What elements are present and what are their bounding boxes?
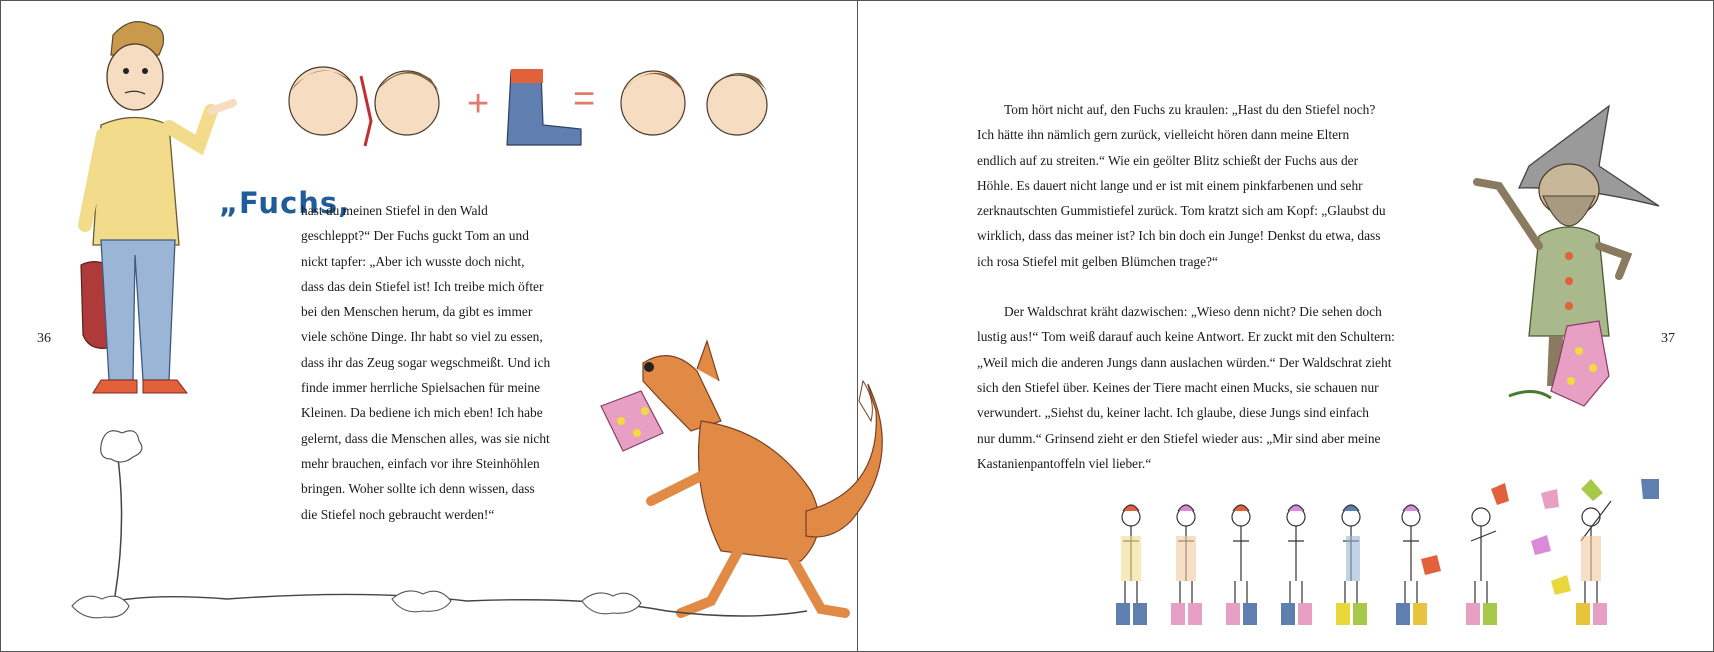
kids-with-boots-illustration [1111, 471, 1671, 636]
text-line: bringen. Woher sollte ich denn wissen, dass [301, 481, 535, 497]
text-line: mehr brauchen, einfach vor ihre Steinhöhlen [301, 455, 540, 471]
faces-equation-illustration [281, 51, 781, 151]
text-line: Kastanienpantoffeln viel lieber.“ [977, 455, 1152, 471]
text-line: endlich auf zu streiten.“ Wie ein geölter Blitz schießt der Fuchs aus der [977, 152, 1359, 168]
text-line: ich rosa Stiefel mit gelben Blümchen trage?“ [977, 253, 1218, 269]
flower-line-doodle [67, 421, 827, 636]
text-line: die Stiefel noch gebraucht werden!“ [301, 506, 495, 522]
text-line: hast du meinen Stiefel in den Wald [301, 203, 488, 218]
text-line: nur dumm.“ Grinsend zieht er den Stiefel wieder aus: „Mir sind aber meine [977, 430, 1381, 446]
text-line: wirklich, dass das meiner ist? Ich bin doch ein Junge! Denkst du etwa, dass [977, 228, 1381, 244]
text-line: verwundert. „Siehst du, keiner lacht. Ich glaube, diese Jungs sind einfach [977, 405, 1369, 421]
text-line: Ich hätte ihn nämlich gern zurück, vielleicht hören dann meine Eltern [977, 127, 1350, 143]
text-line: gelernt, dass die Menschen alles, was sie nicht [301, 430, 550, 446]
text-line: viele schöne Dinge. Ihr habt so viel zu essen, [301, 329, 543, 345]
text-line: zerknautschten Gummistiefel zurück. Tom kratzt sich am Kopf: „Glaubst du [977, 203, 1386, 219]
text-line: nickt tapfer: „Aber ich wusste doch nicht, [301, 253, 525, 269]
text-line: Höhle. Es dauert nicht lange und er ist mit einem pinkfarbenen und sehr [977, 177, 1363, 193]
paragraph-1 [977, 97, 1447, 274]
text-line: Der Waldschrat kräht dazwischen: „Wieso denn nicht? Die sehen doch [1004, 304, 1382, 320]
text-line: Kleinen. Da bediene ich mich eben! Ich habe [301, 405, 543, 421]
text-line: sich den Stiefel über. Keines der Tiere macht einen Mucks, sie schauen nur [977, 379, 1379, 395]
paragraph-2 [977, 299, 1447, 476]
text-line: geschleppt?“ Der Fuchs guckt Tom an und [301, 228, 529, 244]
equals-sign: = [573, 78, 596, 120]
dropcap-word: „Fuchs, [219, 186, 351, 220]
waldschrat-illustration [1459, 106, 1689, 426]
text-line: bei den Menschen herum, da gibt es immer [301, 304, 533, 320]
plus-sign: + [467, 83, 490, 125]
text-line: lustig aus!“ Tom weiß darauf auch keine Antwort. Er zuckt mit den Schultern: [977, 329, 1395, 345]
text-line: dass ihr das Zeug sogar wegschmeißt. Und ich [301, 354, 551, 370]
boy-tom-illustration [71, 15, 241, 410]
text-line: dass das dein Stiefel ist! Ich treibe mich öfter [301, 278, 544, 294]
page-number-left: 36 [37, 331, 51, 346]
text-line: finde immer herrliche Spielsachen für meine [301, 380, 541, 396]
text-line: Tom hört nicht auf, den Fuchs zu kraulen: „Hast du den Stiefel noch? [1004, 102, 1376, 117]
right-page-text [977, 97, 1447, 476]
text-line: „Weil mich die anderen Jungs dann auslachen würden.“ Der Waldschrat zieht [977, 354, 1392, 370]
page-number-right: 37 [1661, 331, 1675, 346]
